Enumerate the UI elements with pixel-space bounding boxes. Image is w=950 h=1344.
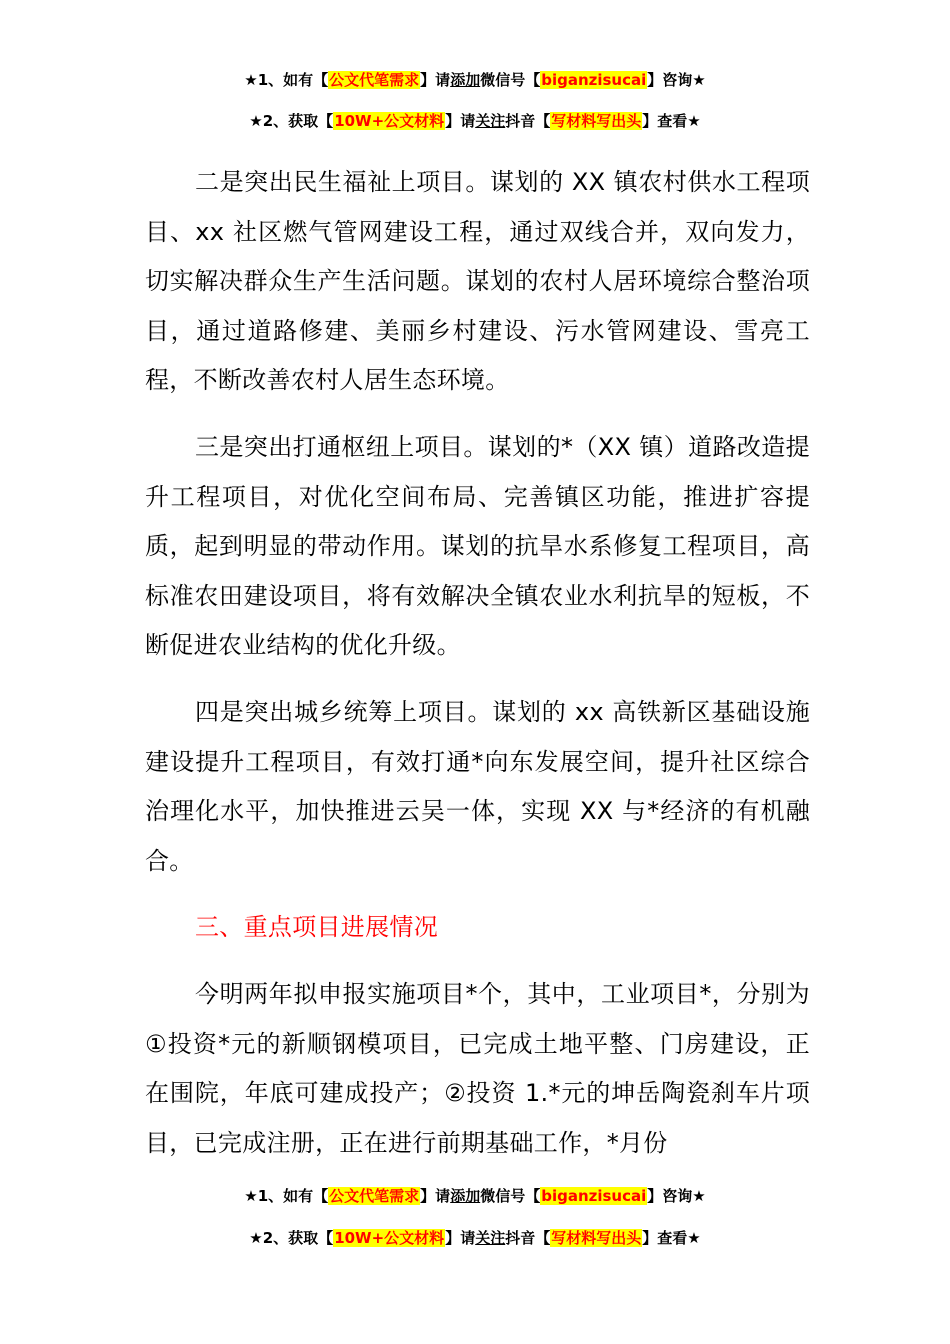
banner-highlight: 公文代笔需求 xyxy=(329,1187,420,1205)
banner-text: 微信号【 xyxy=(480,71,541,89)
banner-text: 】请 xyxy=(445,1229,476,1247)
banner-text: 】请 xyxy=(420,1187,451,1205)
document-body xyxy=(145,158,810,1168)
banner-highlight-wechat-id: biganzisucai xyxy=(541,71,647,89)
banner-highlight: 公文代笔需求 xyxy=(329,71,420,89)
banner-highlight-wechat-id: biganzisucai xyxy=(541,1187,647,1205)
header-banner-line-2 xyxy=(0,110,950,132)
paragraph-urban-rural-projects: 四是突出城乡统筹上项目。谋划的 xx 高铁新区基础设施建设提升工程项目，有效打通*向东发展空间，提升社区综合治理化水平，加快推进云吴一体，实现 XX 与*经济的有机融合。 xyxy=(145,697,810,875)
footer-banner-line-2 xyxy=(0,1227,950,1249)
banner-highlight: 10W+公文材料 xyxy=(334,112,445,130)
banner-highlight-douyin-account: 写材料写出头 xyxy=(551,1229,642,1247)
banner-underlined-text: 关注 xyxy=(475,112,506,130)
banner-text: 抖音【 xyxy=(505,112,551,130)
paragraph-progress: 今明两年拟申报实施项目*个，其中，工业项目*，分别为①投资*元的新顺钢模项目，已完成土地平整、门房建设，正在围院，年底可建成投产；②投资 1.*元的坤岳陶瓷刹车片项目，已完成注册，正在进行前期基础工作，*月份 xyxy=(145,979,810,1157)
section-heading: 三、重点项目进展情况 xyxy=(195,913,438,942)
banner-text: 】请 xyxy=(445,112,476,130)
banner-text: ★1、如有【 xyxy=(244,1187,329,1205)
banner-underlined-text: 添加 xyxy=(450,71,481,89)
banner-text: 抖音【 xyxy=(505,1229,551,1247)
banner-highlight: 10W+公文材料 xyxy=(334,1229,445,1247)
banner-text: ★2、获取【 xyxy=(249,1229,334,1247)
banner-text: 微信号【 xyxy=(480,1187,541,1205)
banner-text: ★1、如有【 xyxy=(244,71,329,89)
paragraph-hub-projects: 三是突出打通枢纽上项目。谋划的*（XX 镇）道路改造提升工程项目，对优化空间布局、完善镇区功能，推进扩容提质，起到明显的带动作用。谋划的抗旱水系修复工程项目，高标准农田建设项目，将有效解决全镇农业水利抗旱的短板，不断促进农业结构的优化升级。 xyxy=(145,432,810,660)
header-banner-line-1 xyxy=(0,69,950,91)
banner-text: ★2、获取【 xyxy=(249,112,334,130)
banner-text: 】请 xyxy=(420,71,451,89)
footer-banner-line-1 xyxy=(0,1185,950,1207)
banner-underlined-text: 添加 xyxy=(450,1187,481,1205)
banner-text: 】查看★ xyxy=(642,1229,701,1247)
banner-text: 】咨询★ xyxy=(647,1187,706,1205)
banner-text: 】咨询★ xyxy=(647,71,706,89)
banner-highlight-douyin-account: 写材料写出头 xyxy=(551,112,642,130)
paragraph-livelihood-projects: 二是突出民生福祉上项目。谋划的 XX 镇农村供水工程项目、xx 社区燃气管网建设工程，通过双线合并，双向发力，切实解决群众生产生活问题。谋划的农村人居环境综合整治项目，通过道路修建、美丽乡村建设、污水管网建设、雪亮工程，不断改善农村人居生态环境。 xyxy=(145,168,810,395)
banner-text: 】查看★ xyxy=(642,112,701,130)
banner-underlined-text: 关注 xyxy=(475,1229,506,1247)
